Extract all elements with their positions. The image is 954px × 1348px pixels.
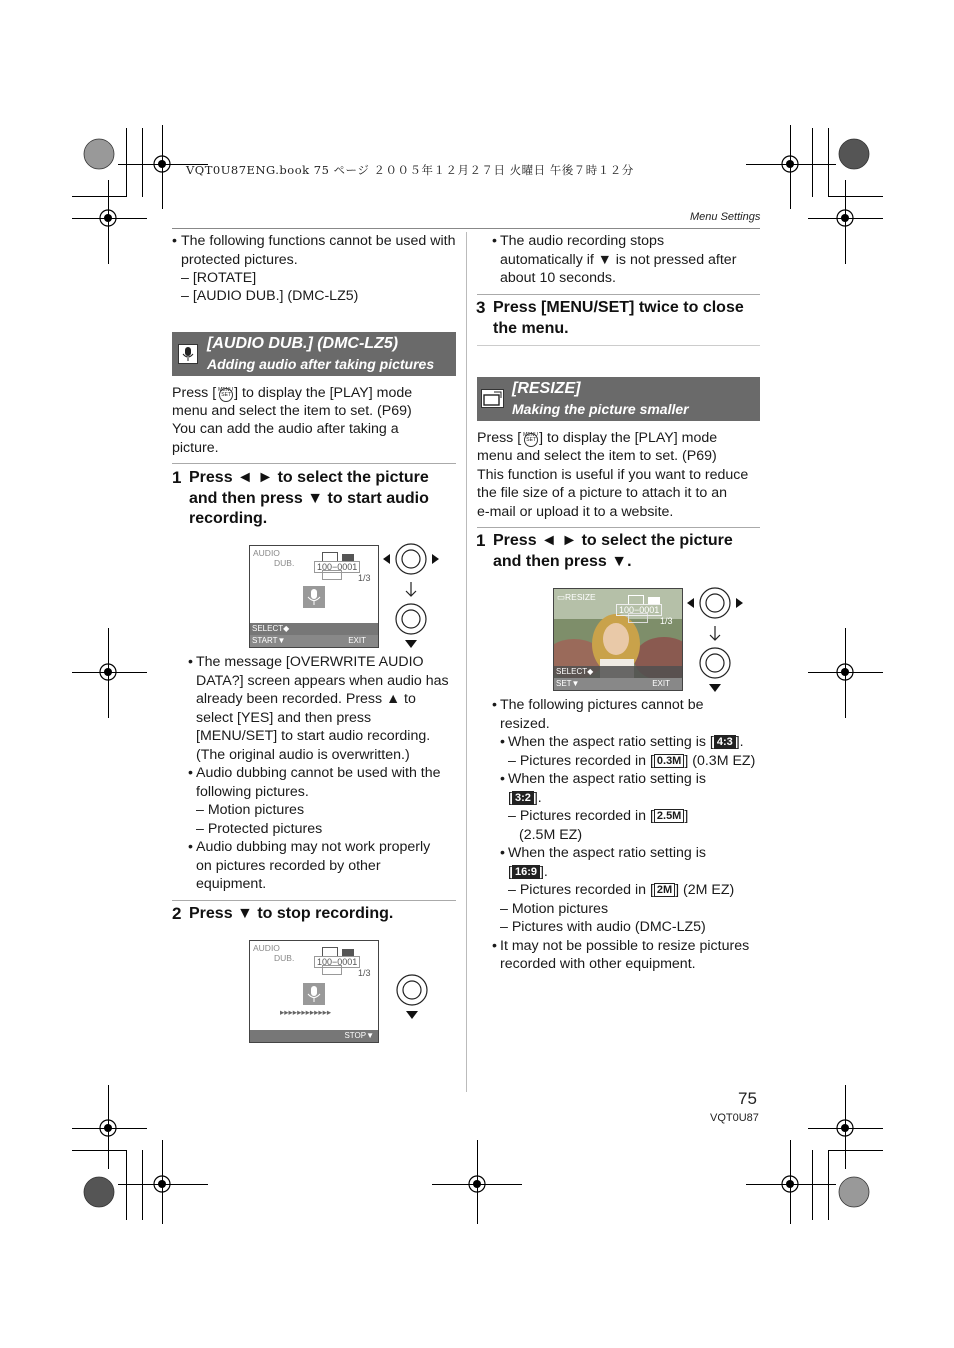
intro-text: The following functions cannot be used with protected pictures. — [181, 233, 456, 268]
cannot-resize-l1: The following pictures cannot be — [500, 697, 704, 713]
exit-hint: EXIT — [348, 636, 366, 645]
section-rule — [477, 345, 760, 346]
screen-dub-label: DUB. — [274, 953, 295, 963]
audio-step2 — [172, 904, 394, 925]
status-icons — [628, 592, 680, 601]
status-icons — [322, 549, 376, 558]
status-icons — [322, 944, 376, 953]
audio-para-line2: menu and select the item to set. (P69) — [172, 403, 412, 419]
screen-resize-label: ▭RESIZE — [557, 592, 596, 602]
resize-icon — [481, 389, 504, 408]
file-number: 100−0001 — [616, 604, 662, 616]
note-may-not-work: Audio dubbing may not work properly on pictures recorded by other equipment. — [196, 839, 431, 893]
step-number: 1 — [476, 531, 486, 550]
exit-hint: EXIT — [652, 679, 670, 688]
note-bullet: • — [500, 771, 505, 787]
intro-item-audio: – [AUDIO DUB.] (DMC-LZ5) — [181, 288, 359, 304]
last-note-l1: It may not be possible to resize pictures — [500, 938, 750, 954]
step-number: 2 — [172, 904, 182, 923]
resize-subtitle: Making the picture smaller — [512, 401, 689, 417]
microphone-icon — [303, 586, 325, 608]
note-bullet: • — [492, 233, 497, 249]
note-auto-stop: The audio recording stops automatically if ▼ is not pressed after about 10 seconds. — [500, 233, 737, 287]
ar-32-badge-line: [ 3:2 ]. — [508, 790, 542, 806]
screen-stop-bar — [250, 1030, 378, 1042]
image-count: 1/3 — [358, 573, 371, 583]
recording-progress: ▸▸▸▸▸▸▸▸▸▸▸▸ — [280, 1007, 332, 1017]
ar-32-line: When the aspect ratio setting is — [508, 771, 706, 787]
resize-banner — [477, 377, 760, 421]
note-bullet: • — [188, 654, 193, 670]
step-line: Press ◄ ► to select the picture — [493, 532, 733, 549]
note-bullet: • — [188, 765, 193, 781]
aspect-16-9-icon: 16:9 — [512, 865, 540, 879]
screen-dub-label: DUB. — [274, 558, 295, 568]
select-hint: SELECT◆ — [556, 667, 594, 676]
screen-select-bar — [250, 623, 378, 635]
note-overwrite: The message [OVERWRITE AUDIO DATA?] screen appears when audio has already been recorded. Press ▲ to select [YES] and then press [MENU/SET] to start audio recording. (The original audio is overwritten.) — [196, 654, 449, 763]
audio-step1 — [172, 468, 459, 530]
step-rule — [477, 294, 760, 295]
ar-43-sub: – Pictures recorded in [ 0.3M ] (0.3M EZ) — [508, 753, 756, 769]
step-line: recording. — [189, 510, 268, 527]
image-count: 1/3 — [660, 616, 673, 626]
ar-32-sub: – Pictures recorded in [ 2.5M ] — [508, 808, 689, 824]
resize-step1 — [476, 531, 733, 572]
cursor-button-down — [394, 973, 430, 1021]
set-hint: SET▼ — [556, 679, 580, 688]
ar-169-line: When the aspect ratio setting is — [508, 845, 706, 861]
step-rule — [172, 463, 456, 464]
microphone-icon — [303, 983, 325, 1005]
resize-title: [RESIZE] — [512, 380, 581, 397]
audio-para-line1: Press [ MENU SET ] to display the [PLAY] mode — [172, 385, 413, 401]
select-hint: SELECT◆ — [252, 624, 290, 633]
screen-select-bar — [554, 666, 682, 678]
screen-audio-label: AUDIO — [253, 548, 280, 558]
step-line: and then press ▼ to start audio — [189, 489, 429, 507]
file-number: 100−0001 — [314, 956, 360, 968]
audio-para-line4: picture. — [172, 440, 219, 456]
audio-step3 — [476, 298, 744, 339]
extra-motion: – Motion pictures — [500, 901, 609, 917]
audio-dub-subtitle: Adding audio after taking pictures — [207, 356, 435, 372]
menu-set-icon: MENU SET — [216, 383, 234, 401]
step-line: and then press ▼. — [493, 552, 632, 570]
ar-169-badge-line: [ 16:9 ]. — [508, 864, 548, 880]
size-2m-icon: 2M — [654, 883, 675, 897]
step-line: Press ▼ to stop recording. — [189, 905, 394, 922]
screen-audio-label: AUDIO — [253, 943, 280, 953]
note-bullet: • — [188, 839, 193, 855]
audio-dub-title: [AUDIO DUB.] (DMC-LZ5) — [207, 335, 399, 352]
step-number: 3 — [476, 298, 486, 317]
note-bullet: • — [492, 938, 497, 954]
ar-32-sub-ez: (2.5M EZ) — [519, 827, 583, 843]
step-rule — [477, 527, 760, 528]
step-number: 1 — [172, 468, 182, 487]
cursor-button-diagram — [382, 538, 444, 650]
column-divider — [466, 232, 467, 1092]
note-bullet: • — [492, 697, 497, 713]
file-number: 100−0001 — [314, 561, 360, 573]
screen-set-bar — [554, 678, 682, 690]
ar-169-sub: – Pictures recorded in [ 2M ] (2M EZ) — [508, 882, 735, 898]
microphone-icon — [178, 344, 198, 364]
page-number: 75 — [738, 1089, 757, 1108]
camera-screen-recording — [249, 940, 379, 1043]
cannot-resize-l2: resized. — [500, 716, 550, 732]
cursor-button-diagram — [686, 582, 748, 694]
note-cannot-dub: Audio dubbing cannot be used with the following pictures. – Motion pictures – Protected pictures — [196, 765, 441, 837]
step-line: the menu. — [493, 319, 569, 337]
extra-audio: – Pictures with audio (DMC-LZ5) — [500, 919, 706, 935]
size-2-5m-icon: 2.5M — [654, 809, 684, 823]
note-bullet: • — [500, 845, 505, 861]
step-line: Press ◄ ► to select the picture — [189, 469, 429, 486]
stop-hint: STOP▼ — [344, 1031, 374, 1040]
aspect-4-3-icon: 4:3 — [714, 735, 736, 749]
last-note-l2: recorded with other equipment. — [500, 956, 696, 972]
camera-screen-audio — [249, 545, 379, 648]
intro-item-rotate: – [ROTATE] — [181, 270, 257, 286]
image-count: 1/3 — [358, 968, 371, 978]
step-line: Press [MENU/SET] twice to close — [493, 299, 744, 316]
note-bullet: • — [500, 734, 505, 750]
start-hint: START▼ — [252, 636, 286, 645]
ar-43-line: When the aspect ratio setting is [ 4:3 ]. — [508, 734, 744, 750]
camera-screen-resize — [553, 588, 683, 691]
audio-para-line3: You can add the audio after taking a — [172, 421, 399, 437]
intro-bullet: • — [172, 233, 177, 249]
document-code: VQT0U87 — [710, 1112, 759, 1124]
aspect-3-2-icon: 3:2 — [512, 791, 534, 805]
size-0-3m-icon: 0.3M — [654, 754, 684, 768]
resize-para-line1: Press [ MENU SET ] to display the [PLAY] mode — [477, 430, 718, 446]
audio-dub-banner — [172, 332, 456, 376]
print-info: VQT0U87ENG.book 75 ページ ２００５年１２月２７日 火曜日 午後７時１２分 — [186, 163, 634, 177]
header-rule — [172, 228, 760, 229]
resize-para: menu and select the item to set. (P69) This function is useful if you want to reduce the file size of a picture to attach it to an e-mail or upload it to a website. — [477, 448, 749, 520]
menu-set-icon: MENU SET — [521, 428, 539, 446]
screen-start-bar — [250, 635, 378, 647]
section-label: Menu Settings — [690, 211, 761, 223]
step-rule — [172, 900, 456, 901]
